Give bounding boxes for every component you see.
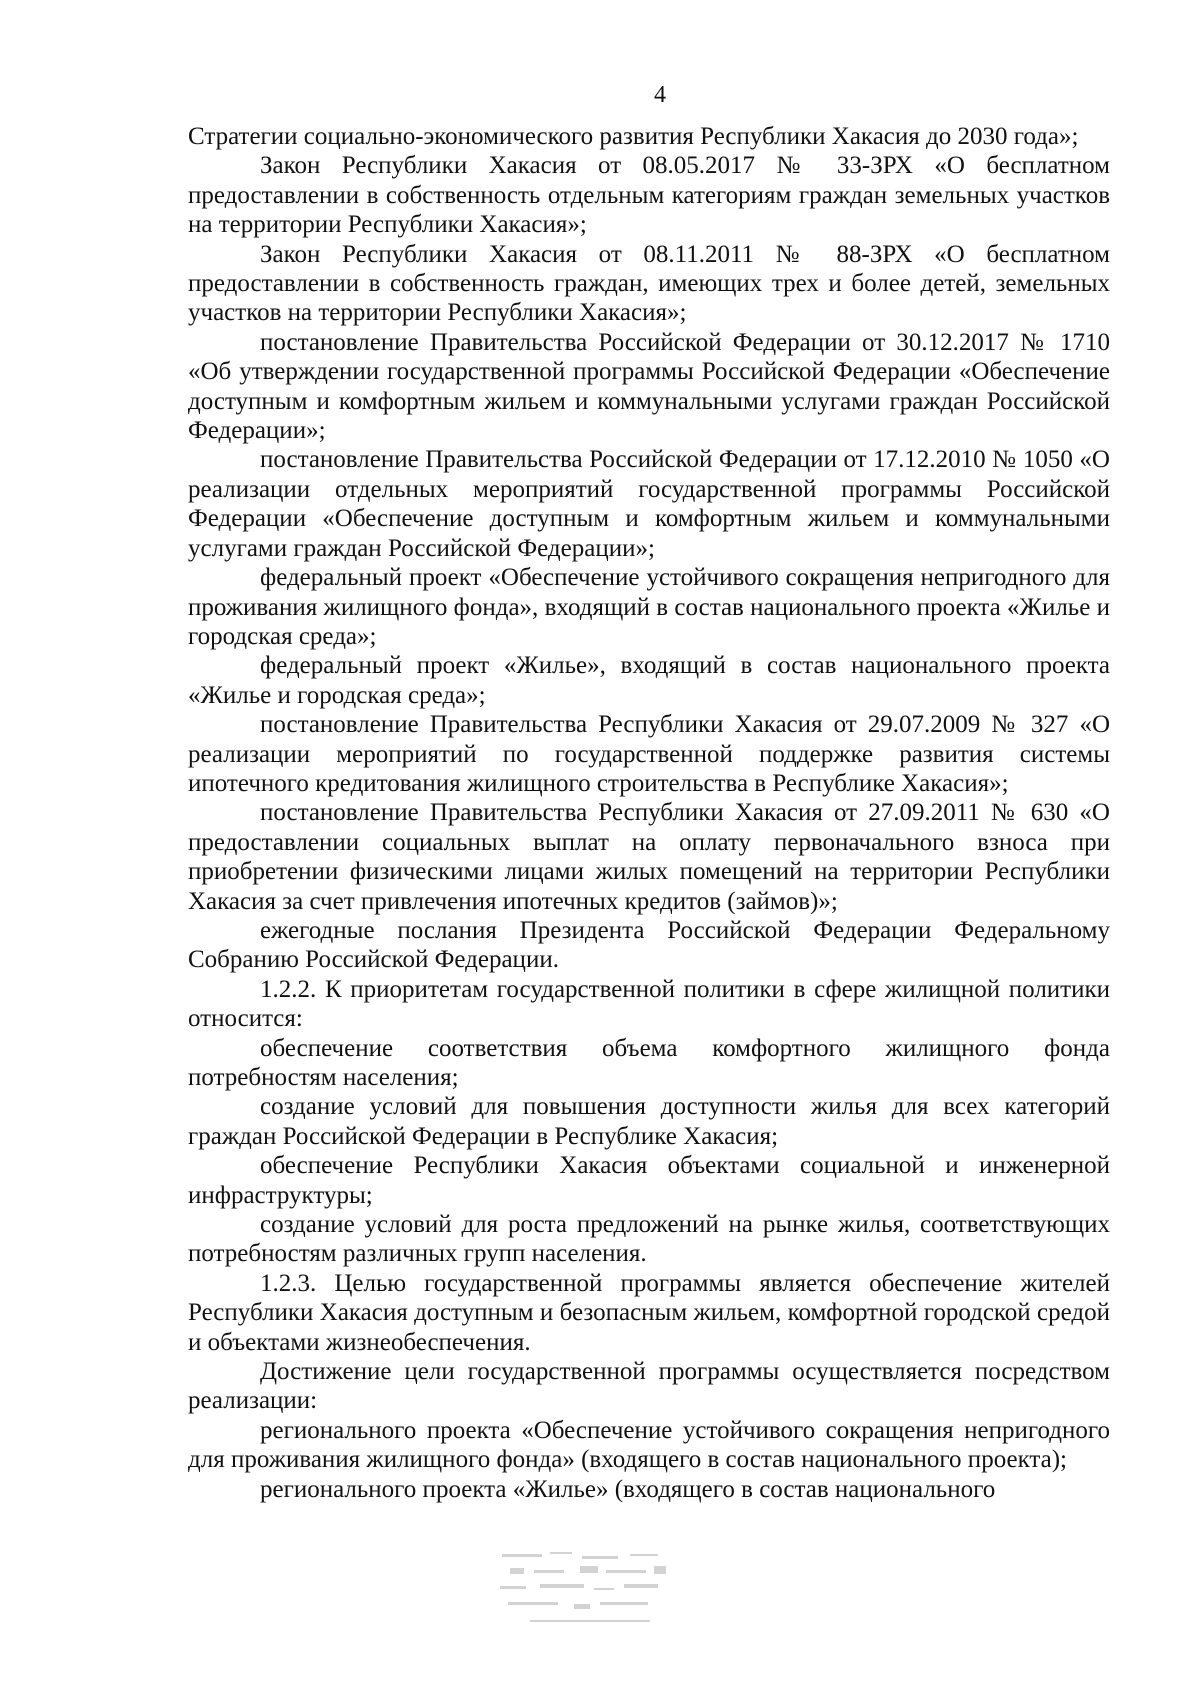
paragraph-priority-market-growth: создание условий для роста предложений на рынке жилья, соответствующих потребностям различных групп населения.	[188, 1211, 1110, 1268]
paragraph-federal-project-housing-stock: федеральный проект «Обеспечение устойчивого сокращения непригодного для проживания жилищного фонда», входящий в состав национального проекта «Жилье и городская среда»;	[188, 564, 1110, 650]
paragraph-priority-infrastructure: обеспечение Республики Хакасия объектами социальной и инженерной инфраструктуры;	[188, 1152, 1110, 1209]
page-number: 4	[654, 82, 666, 108]
paragraph-strategy-continuation: Стратегии социально-экономического развития Республики Хакасия до 2030 года»;	[188, 123, 1079, 150]
paragraph-law-33-zrh: Закон Республики Хакасия от 08.05.2017 № 33-ЗРХ «О бесплатном предоставлении в собственность отдельным категориям граждан земельных участков на территории Республики Хакасия»;	[188, 152, 1110, 239]
paragraph-priority-affordability: создание условий для повышения доступности жилья для всех категорий граждан Российской Федерации в Республике Хакасия;	[188, 1093, 1110, 1150]
document-body	[188, 122, 1110, 1504]
paragraph-presidential-addresses: ежегодные послания Президента Российской Федерации Федеральному Собранию Российской Федерации.	[188, 916, 1110, 974]
paragraph-law-88-zrh: Закон Республики Хакасия от 08.11.2011 № 88-ЗРХ «О бесплатном предоставлении в собственность граждан, имеющих трех и более детей, земельных участков на территории Республики Хакасия»;	[188, 240, 1110, 327]
paragraph-goal-achievement: Достижение цели государственной программы осуществляется посредством реализации:	[188, 1358, 1110, 1415]
paragraph-federal-project-housing: федеральный проект «Жилье», входящий в состав национального проекта «Жилье и городская среда»;	[188, 652, 1110, 709]
paragraph-section-1-2-3: 1.2.3. Целью государственной программы является обеспечение жителей Республики Хакасия доступным и безопасным жильем, комфортной городской средой и объектами жизнеобеспечения.	[188, 1269, 1110, 1356]
paragraph-regional-project-housing-stock: регионального проекта «Обеспечение устойчивого сокращения непригодного для проживания жилищного фонда» (входящего в состав национального проекта);	[188, 1416, 1110, 1474]
paragraph-regional-project-housing: регионального проекта «Жилье» (входящего в состав национального	[260, 1475, 996, 1503]
paragraph-resolution-630: постановление Правительства Республики Хакасия от 27.09.2011 № 630 «О предоставлении социальных выплат на оплату первоначального взноса при приобретении физическими лицами жилых помещений на территории Республики Хакасия за счет привлечения ипотечных кредитов (займов)»;	[188, 799, 1110, 915]
faded-stamp-mark	[490, 1548, 690, 1638]
paragraph-resolution-1710: постановление Правительства Российской Федерации от 30.12.2017 № 1710 «Об утверждении государственной программы Российской Федерации «Обеспечение доступным и комфортным жильем и коммунальными услугами граждан Российской Федерации»;	[188, 328, 1110, 445]
paragraph-resolution-327: постановление Правительства Республики Хакасия от 29.07.2009 № 327 «О реализации мероприятий по государственной поддержке развития системы ипотечного кредитования жилищного строительства в Республике Хакасия»;	[188, 711, 1110, 797]
paragraph-priority-housing-fund: обеспечение соответствия объема комфортного жилищного фонда потребностям населения;	[188, 1034, 1110, 1091]
paragraph-section-1-2-2: 1.2.2. К приоритетам государственной политики в сфере жилищной политики относится:	[188, 975, 1110, 1033]
paragraph-resolution-1050: постановление Правительства Российской Федерации от 17.12.2010 № 1050 «О реализации отдельных мероприятий государственной программы Российской Федерации «Обеспечение доступным и комфортным жильем и коммунальными услугами граждан Российской Федерации»;	[188, 446, 1110, 562]
